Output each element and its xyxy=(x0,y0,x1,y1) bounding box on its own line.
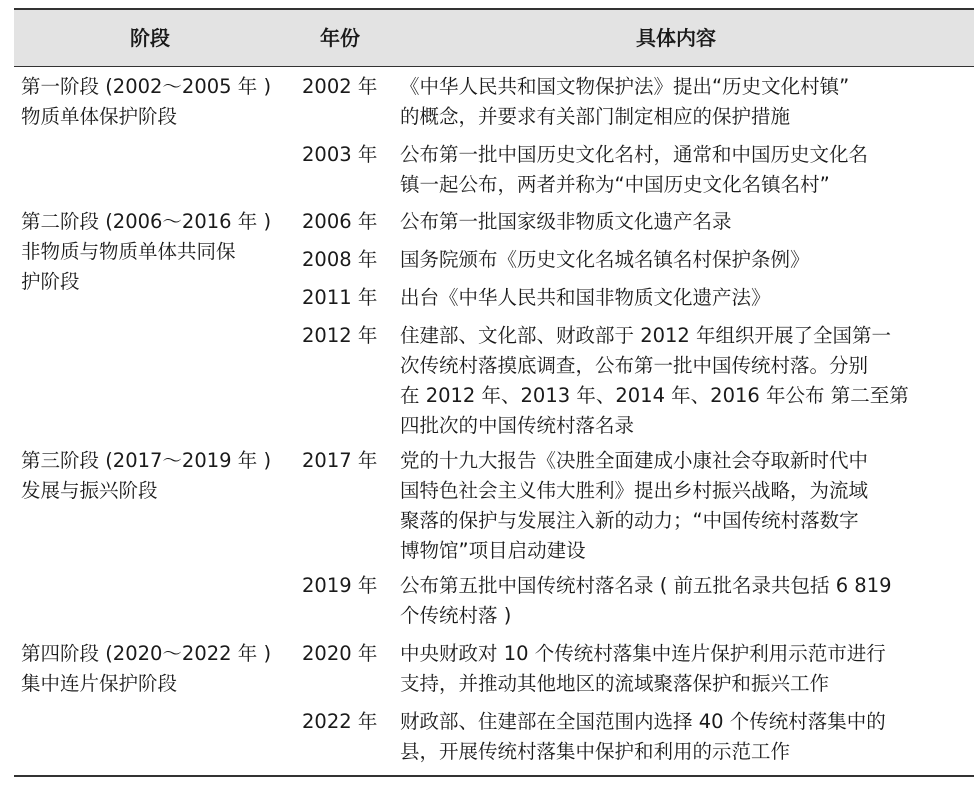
header-stage: 阶段 xyxy=(130,26,170,50)
year-2012: 2012 年 xyxy=(302,324,378,347)
content-2022 xyxy=(400,707,886,767)
content-2011 xyxy=(400,283,771,313)
content-2012-line-2: 次传统村落摸底调查，公布第一批中国传统村落。分别 xyxy=(400,354,869,377)
content-2002-line-2: 的概念，并要求有关部门制定相应的保护措施 xyxy=(400,105,791,128)
stage-2-line-2: 非物质与物质单体共同保 xyxy=(21,240,236,263)
content-2012-line-4: 四批次的中国传统村落名录 xyxy=(400,414,635,437)
content-2008-line-1: 国务院颁布《历史文化名城名镇名村保护条例》 xyxy=(400,248,810,271)
stage-1 xyxy=(21,72,271,132)
content-2017-line-2: 国特色社会主义伟大胜利》提出乡村振兴战略，为流域 xyxy=(400,479,869,502)
content-2006-line-1: 公布第一批国家级非物质文化遗产名录 xyxy=(400,210,732,233)
year-2017: 2017 年 xyxy=(302,449,378,472)
content-2003-line-1: 公布第一批中国历史文化名村，通常和中国历史文化名 xyxy=(400,143,869,166)
content-2008 xyxy=(400,245,810,275)
content-2006 xyxy=(400,207,732,237)
table-header xyxy=(14,10,974,66)
table-bottom-rule xyxy=(14,775,974,777)
content-2011-line-1: 出台《中华人民共和国非物质文化遗产法》 xyxy=(400,286,771,309)
content-2022-line-2: 县，开展传统村落集中保护和利用的示范工作 xyxy=(400,740,791,763)
content-2020-line-2: 支持，并推动其他地区的流域聚落保护和振兴工作 xyxy=(400,672,830,695)
content-2019-line-1: 公布第五批中国传统村落名录 ( 前五批名录共包括 6 819 xyxy=(400,574,892,597)
content-2017-line-4: 博物馆”项目启动建设 xyxy=(400,539,586,562)
header-year: 年份 xyxy=(320,26,360,50)
content-2012-line-1: 住建部、文化部、财政部于 2012 年组织开展了全国第一 xyxy=(400,324,892,347)
stage-4 xyxy=(21,639,271,699)
content-2002 xyxy=(400,72,849,132)
content-2003 xyxy=(400,140,868,200)
stage-2-line-1: 第二阶段 (2006～2016 年 ) xyxy=(21,210,272,233)
stage-4-line-2: 集中连片保护阶段 xyxy=(21,672,178,695)
content-2017-line-1: 党的十九大报告《决胜全面建成小康社会夺取新时代中 xyxy=(400,449,869,472)
year-2002: 2002 年 xyxy=(302,75,378,98)
header-content: 具体内容 xyxy=(636,26,716,50)
content-2002-line-1: 《中华人民共和国文物保护法》提出“历史文化村镇” xyxy=(400,75,850,98)
content-2019-line-2: 个传统村落 ) xyxy=(400,604,512,627)
stage-2 xyxy=(21,207,271,297)
stage-3-line-2: 发展与振兴阶段 xyxy=(21,479,158,502)
content-2012-line-3: 在 2012 年、2013 年、2014 年、2016 年公布 第二至第 xyxy=(400,384,909,407)
year-2003: 2003 年 xyxy=(302,143,378,166)
year-2008: 2008 年 xyxy=(302,248,378,271)
content-2020 xyxy=(400,639,886,699)
stage-1-line-1: 第一阶段 (2002～2005 年 ) xyxy=(21,75,272,98)
stage-2-line-3: 护阶段 xyxy=(21,270,80,293)
stage-3 xyxy=(21,446,271,506)
content-2022-line-1: 财政部、住建部在全国范围内选择 40 个传统村落集中的 xyxy=(400,710,886,733)
content-2020-line-1: 中央财政对 10 个传统村落集中连片保护利用示范市进行 xyxy=(400,642,886,665)
year-2019: 2019 年 xyxy=(302,574,378,597)
year-2020: 2020 年 xyxy=(302,642,378,665)
year-2006: 2006 年 xyxy=(302,210,378,233)
header-rule xyxy=(14,66,974,67)
stage-4-line-1: 第四阶段 (2020～2022 年 ) xyxy=(21,642,272,665)
stage-1-line-2: 物质单体保护阶段 xyxy=(21,105,178,128)
content-2017 xyxy=(400,446,868,566)
content-2019 xyxy=(400,571,892,631)
stage-3-line-1: 第三阶段 (2017～2019 年 ) xyxy=(21,449,272,472)
content-2003-line-2: 镇一起公布，两者并称为“中国历史文化名镇名村” xyxy=(400,173,830,196)
content-2012 xyxy=(400,321,909,441)
year-2011: 2011 年 xyxy=(302,286,378,309)
year-2022: 2022 年 xyxy=(302,710,378,733)
content-2017-line-3: 聚落的保护与发展注入新的动力；“中国传统村落数字 xyxy=(400,509,859,532)
